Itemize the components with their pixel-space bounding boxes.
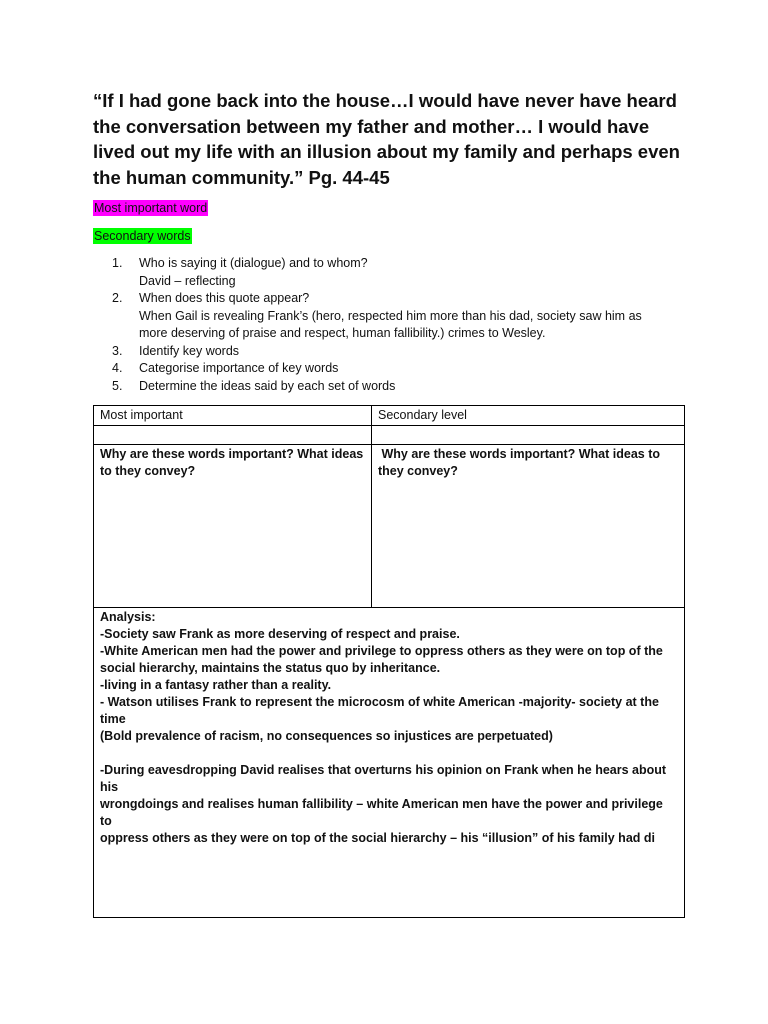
analysis-line: - Watson utilises Frank to represent the microcosm of white American -majority- society at the time xyxy=(100,695,659,726)
step-number: 3. xyxy=(112,343,123,358)
list-item xyxy=(112,360,692,378)
analysis-line: social hierarchy, maintains the status quo by inheritance. xyxy=(100,661,441,675)
steps-list xyxy=(112,255,692,395)
step-text: When does this quote appear? xyxy=(139,291,310,305)
why-important-left-cell xyxy=(94,445,372,608)
analysis-line: wrongdoings and realises human fallibility – white American men have the power and privilege to xyxy=(100,797,663,828)
analysis-line: -living in a fantasy rather than a reality. xyxy=(100,678,332,692)
step-number: 5. xyxy=(112,378,123,393)
list-item xyxy=(112,290,692,343)
quote-heading xyxy=(93,88,693,190)
secondary-words-cell[interactable] xyxy=(372,426,685,445)
step-text: Categorise importance of key words xyxy=(139,361,339,375)
analysis-table xyxy=(93,405,685,918)
step-number: 1. xyxy=(112,256,123,270)
quote-line: “If I had gone back into the house…I would have never have heard xyxy=(93,90,677,111)
step-subtext: more deserving of praise and respect, human fallibility.) crimes to Wesley. xyxy=(139,326,546,340)
why-left-line: Why are these words important? What ideas xyxy=(100,447,364,461)
analysis-line: -White American men had the power and privilege to oppress others as they were on top of the xyxy=(100,644,663,658)
step-number: 4. xyxy=(112,361,123,375)
analysis-line: (Bold prevalence of racism, no consequences so injustices are perpetuated) xyxy=(100,729,553,743)
header-most-important: Most important xyxy=(94,406,372,426)
step-subtext: David – reflecting xyxy=(139,273,236,288)
analysis-line: oppress others as they were on top of the social hierarchy – his “illusion” of his family had di xyxy=(100,831,655,845)
table-row xyxy=(94,426,685,445)
step-number: 2. xyxy=(112,291,123,305)
most-important-words-cell[interactable] xyxy=(94,426,372,445)
step-text: Identify key words xyxy=(139,343,240,358)
list-item xyxy=(112,255,692,290)
why-left-line: to they convey? xyxy=(100,464,196,478)
step-subtext: When Gail is revealing Frank’s (hero, respected him more than his dad, society saw him as xyxy=(139,308,642,323)
table-row xyxy=(94,445,685,608)
analysis-line: -Society saw Frank as more deserving of respect and praise. xyxy=(100,627,460,641)
quote-line: lived out my life with an illusion about my family and perhaps even xyxy=(93,141,680,162)
why-important-right-cell xyxy=(372,445,685,608)
quote-line: the human community.” Pg. 44-45 xyxy=(93,166,390,188)
table-row xyxy=(94,608,685,918)
list-item xyxy=(112,343,692,361)
quote-line: the conversation between my father and mother… I would have xyxy=(93,115,650,137)
step-text: Who is saying it (dialogue) and to whom? xyxy=(139,256,368,270)
why-right-line: they convey? xyxy=(378,464,458,478)
why-right-line: Why are these words important? What ideas to xyxy=(378,447,660,461)
secondary-words-label: Secondary words xyxy=(94,229,191,243)
list-item xyxy=(112,378,692,396)
analysis-cell xyxy=(94,608,685,918)
step-text: Determine the ideas said by each set of words xyxy=(139,378,396,393)
paragraph-gap xyxy=(100,745,678,762)
most-important-word-label: Most important word xyxy=(94,201,208,215)
analysis-line: -During eavesdropping David realises that overturns his opinion on Frank when he hears about his xyxy=(100,763,667,794)
analysis-title: Analysis: xyxy=(100,610,156,624)
table-row xyxy=(94,406,685,426)
header-secondary-level: Secondary level xyxy=(372,406,685,426)
